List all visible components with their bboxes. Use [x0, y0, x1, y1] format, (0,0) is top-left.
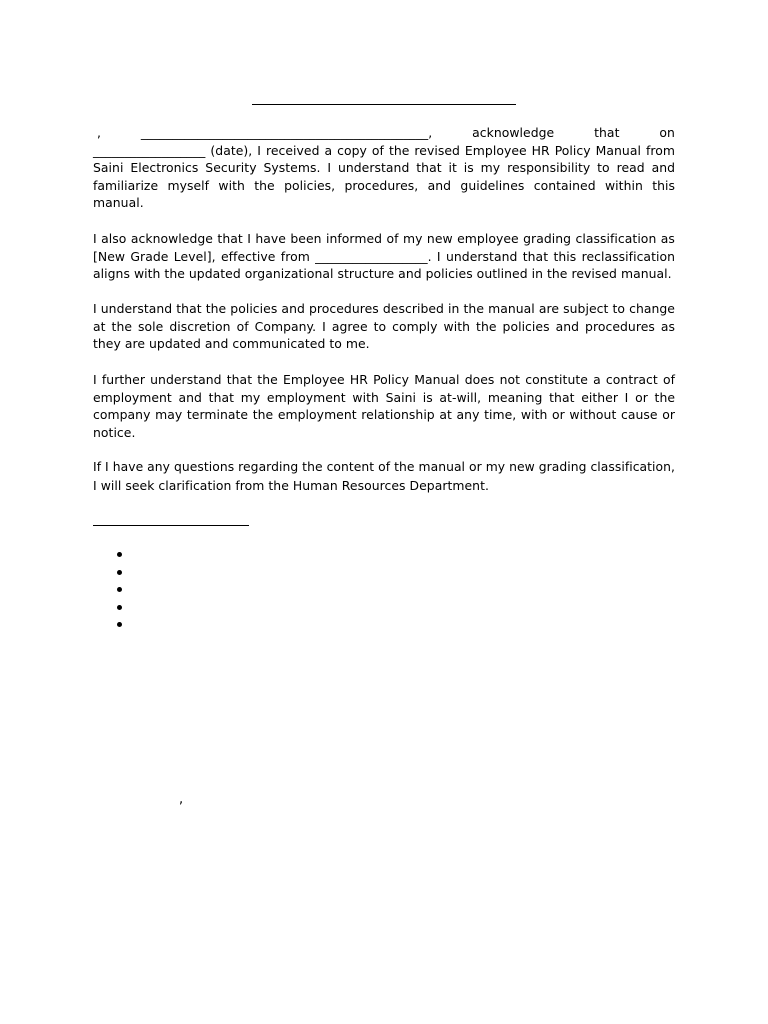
signature-line	[93, 525, 249, 526]
leading-comma: ,	[97, 125, 101, 140]
paragraph-line: company may terminate the employment relationship at any time, with or without cause or	[93, 407, 675, 423]
title-blank-line	[252, 104, 516, 105]
paragraph-line: aligns with the updated organizational structure and policies outlined in the revised manual.	[93, 266, 672, 282]
paragraph-line: If I have any questions regarding the content of the manual or my new grading classification,	[93, 460, 675, 474]
paragraph-line: I also acknowledge that I have been informed of my new employee grading classification as	[93, 231, 675, 246]
paragraph-line: notice.	[93, 424, 136, 440]
paragraph-grade-classification	[93, 230, 675, 283]
paragraph-line: they are updated and communicated to me.	[93, 336, 370, 352]
paragraph-line: I understand that the policies and procedures described in the manual are subject to change	[93, 301, 675, 316]
paragraph-policy-changes	[93, 300, 675, 353]
word-acknowledge: acknowledge	[472, 125, 555, 140]
paragraph-questions	[93, 459, 675, 494]
paragraph-line: Saini Electronics Security Systems. I understand that it is my responsibility to read and	[93, 160, 676, 176]
paragraph-at-will-employment	[93, 371, 675, 441]
paragraph-line: [New Grade Level], effective from __________________. I understand that this reclassification	[93, 248, 676, 264]
paragraph-line	[93, 124, 675, 142]
word-on: on	[659, 125, 675, 140]
paragraph-line: familiarize myself with the policies, procedures, and guidelines contained within this	[93, 177, 676, 193]
paragraph-line: at the sole discretion of Company. I agree to comply with the policies and procedures as	[93, 318, 676, 334]
paragraph-line: employment and that my employment with Saini is at-will, meaning that either I or the	[93, 389, 676, 405]
paragraph-line: __________________ (date), I received a copy of the revised Employee HR Policy Manual from	[93, 142, 675, 158]
stray-comma-mark: ,	[179, 792, 184, 807]
paragraph-acknowledgement	[93, 124, 675, 212]
paragraph-line: I further understand that the Employee HR Policy Manual does not constitute a contract of	[93, 372, 676, 387]
word-that: that	[594, 125, 620, 140]
paragraph-line: manual.	[93, 195, 144, 211]
name-blank: ______________________________________________,	[140, 125, 433, 140]
paragraph-line: I will seek clarification from the Human Resources Department.	[93, 477, 489, 493]
